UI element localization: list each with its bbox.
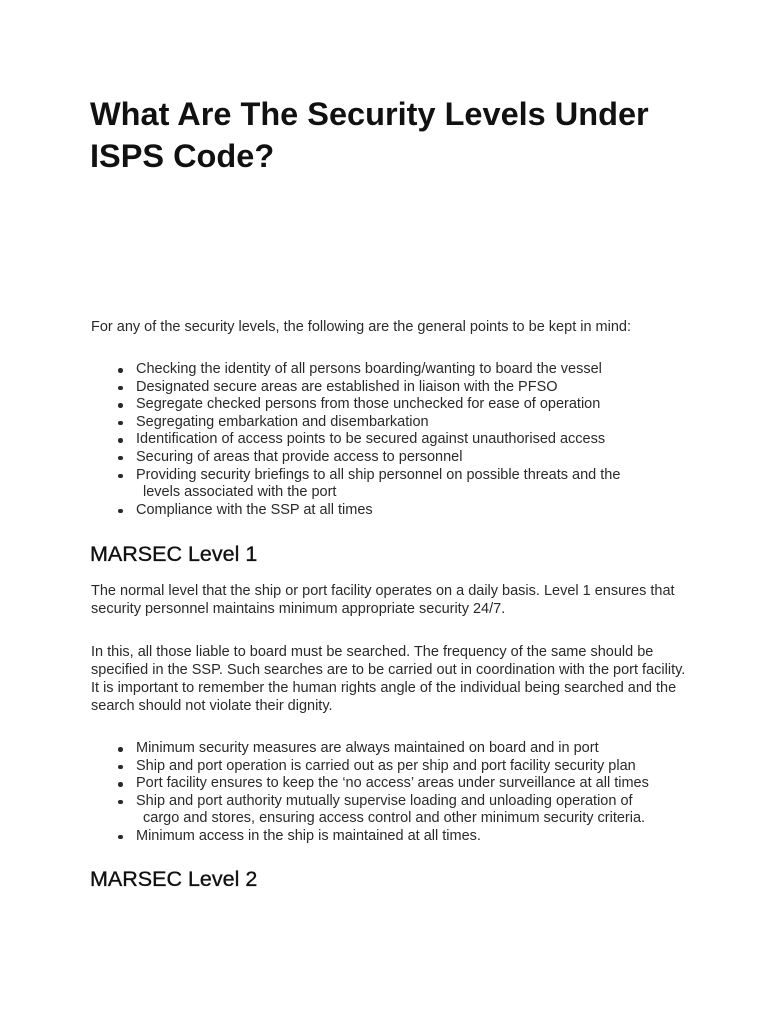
list-item: Compliance with the SSP at all times xyxy=(91,502,671,520)
level1-points-list xyxy=(91,740,671,846)
list-item: Checking the identity of all persons boarding/wanting to board the vessel xyxy=(91,361,671,379)
general-points-list xyxy=(91,361,671,519)
level1-paragraph-1: The normal level that the ship or port facility operates on a daily basis. Level 1 ensures that security personnel maintains minimum appropriate security 24/7. xyxy=(91,583,675,617)
list-item: Ship and port authority mutually supervise loading and unloading operation of cargo and stores, ensuring access control and other minimum security criteria. xyxy=(91,793,671,828)
bullet-icon xyxy=(118,368,123,373)
page-title: What Are The Security Levels Under ISPS Code? xyxy=(90,96,649,174)
bullet-icon xyxy=(118,403,123,408)
bullet-icon xyxy=(118,509,123,514)
list-item: Designated secure areas are established in liaison with the PFSO xyxy=(91,379,671,397)
list-item: Segregating embarkation and disembarkation xyxy=(91,414,671,432)
bullet-icon xyxy=(118,782,123,787)
bullet-icon xyxy=(118,765,123,770)
section-heading-marsec-level-1: MARSEC Level 1 xyxy=(90,542,258,566)
list-item: Identification of access points to be secured against unauthorised access xyxy=(91,431,671,449)
list-item: Providing security briefings to all ship personnel on possible threats and the levels associated with the port xyxy=(91,467,671,502)
bullet-icon xyxy=(118,386,123,391)
list-item: Minimum security measures are always maintained on board and in port xyxy=(91,740,671,758)
intro-paragraph: For any of the security levels, the following are the general points to be kept in mind: xyxy=(91,319,632,335)
bullet-icon xyxy=(118,835,123,840)
list-item: Securing of areas that provide access to personnel xyxy=(91,449,671,467)
list-item: Ship and port operation is carried out as per ship and port facility security plan xyxy=(91,758,671,776)
section-heading-marsec-level-2: MARSEC Level 2 xyxy=(90,867,258,891)
list-item: Port facility ensures to keep the ‘no access’ areas under surveillance at all times xyxy=(91,775,671,793)
list-item: Segregate checked persons from those unchecked for ease of operation xyxy=(91,396,671,414)
bullet-icon xyxy=(118,474,123,479)
list-item: Minimum access in the ship is maintained at all times. xyxy=(91,828,671,846)
bullet-icon xyxy=(118,747,123,752)
bullet-icon xyxy=(118,456,123,461)
bullet-icon xyxy=(118,438,123,443)
bullet-icon xyxy=(118,800,123,805)
bullet-icon xyxy=(118,421,123,426)
level1-paragraph-2: In this, all those liable to board must be searched. The frequency of the same should be specified in the SSP. Such searches are to be carried out in coordination with the port facility. It is important to remember the human rights angle of the individual being searched and the search should not violate their dignity. xyxy=(91,644,686,714)
